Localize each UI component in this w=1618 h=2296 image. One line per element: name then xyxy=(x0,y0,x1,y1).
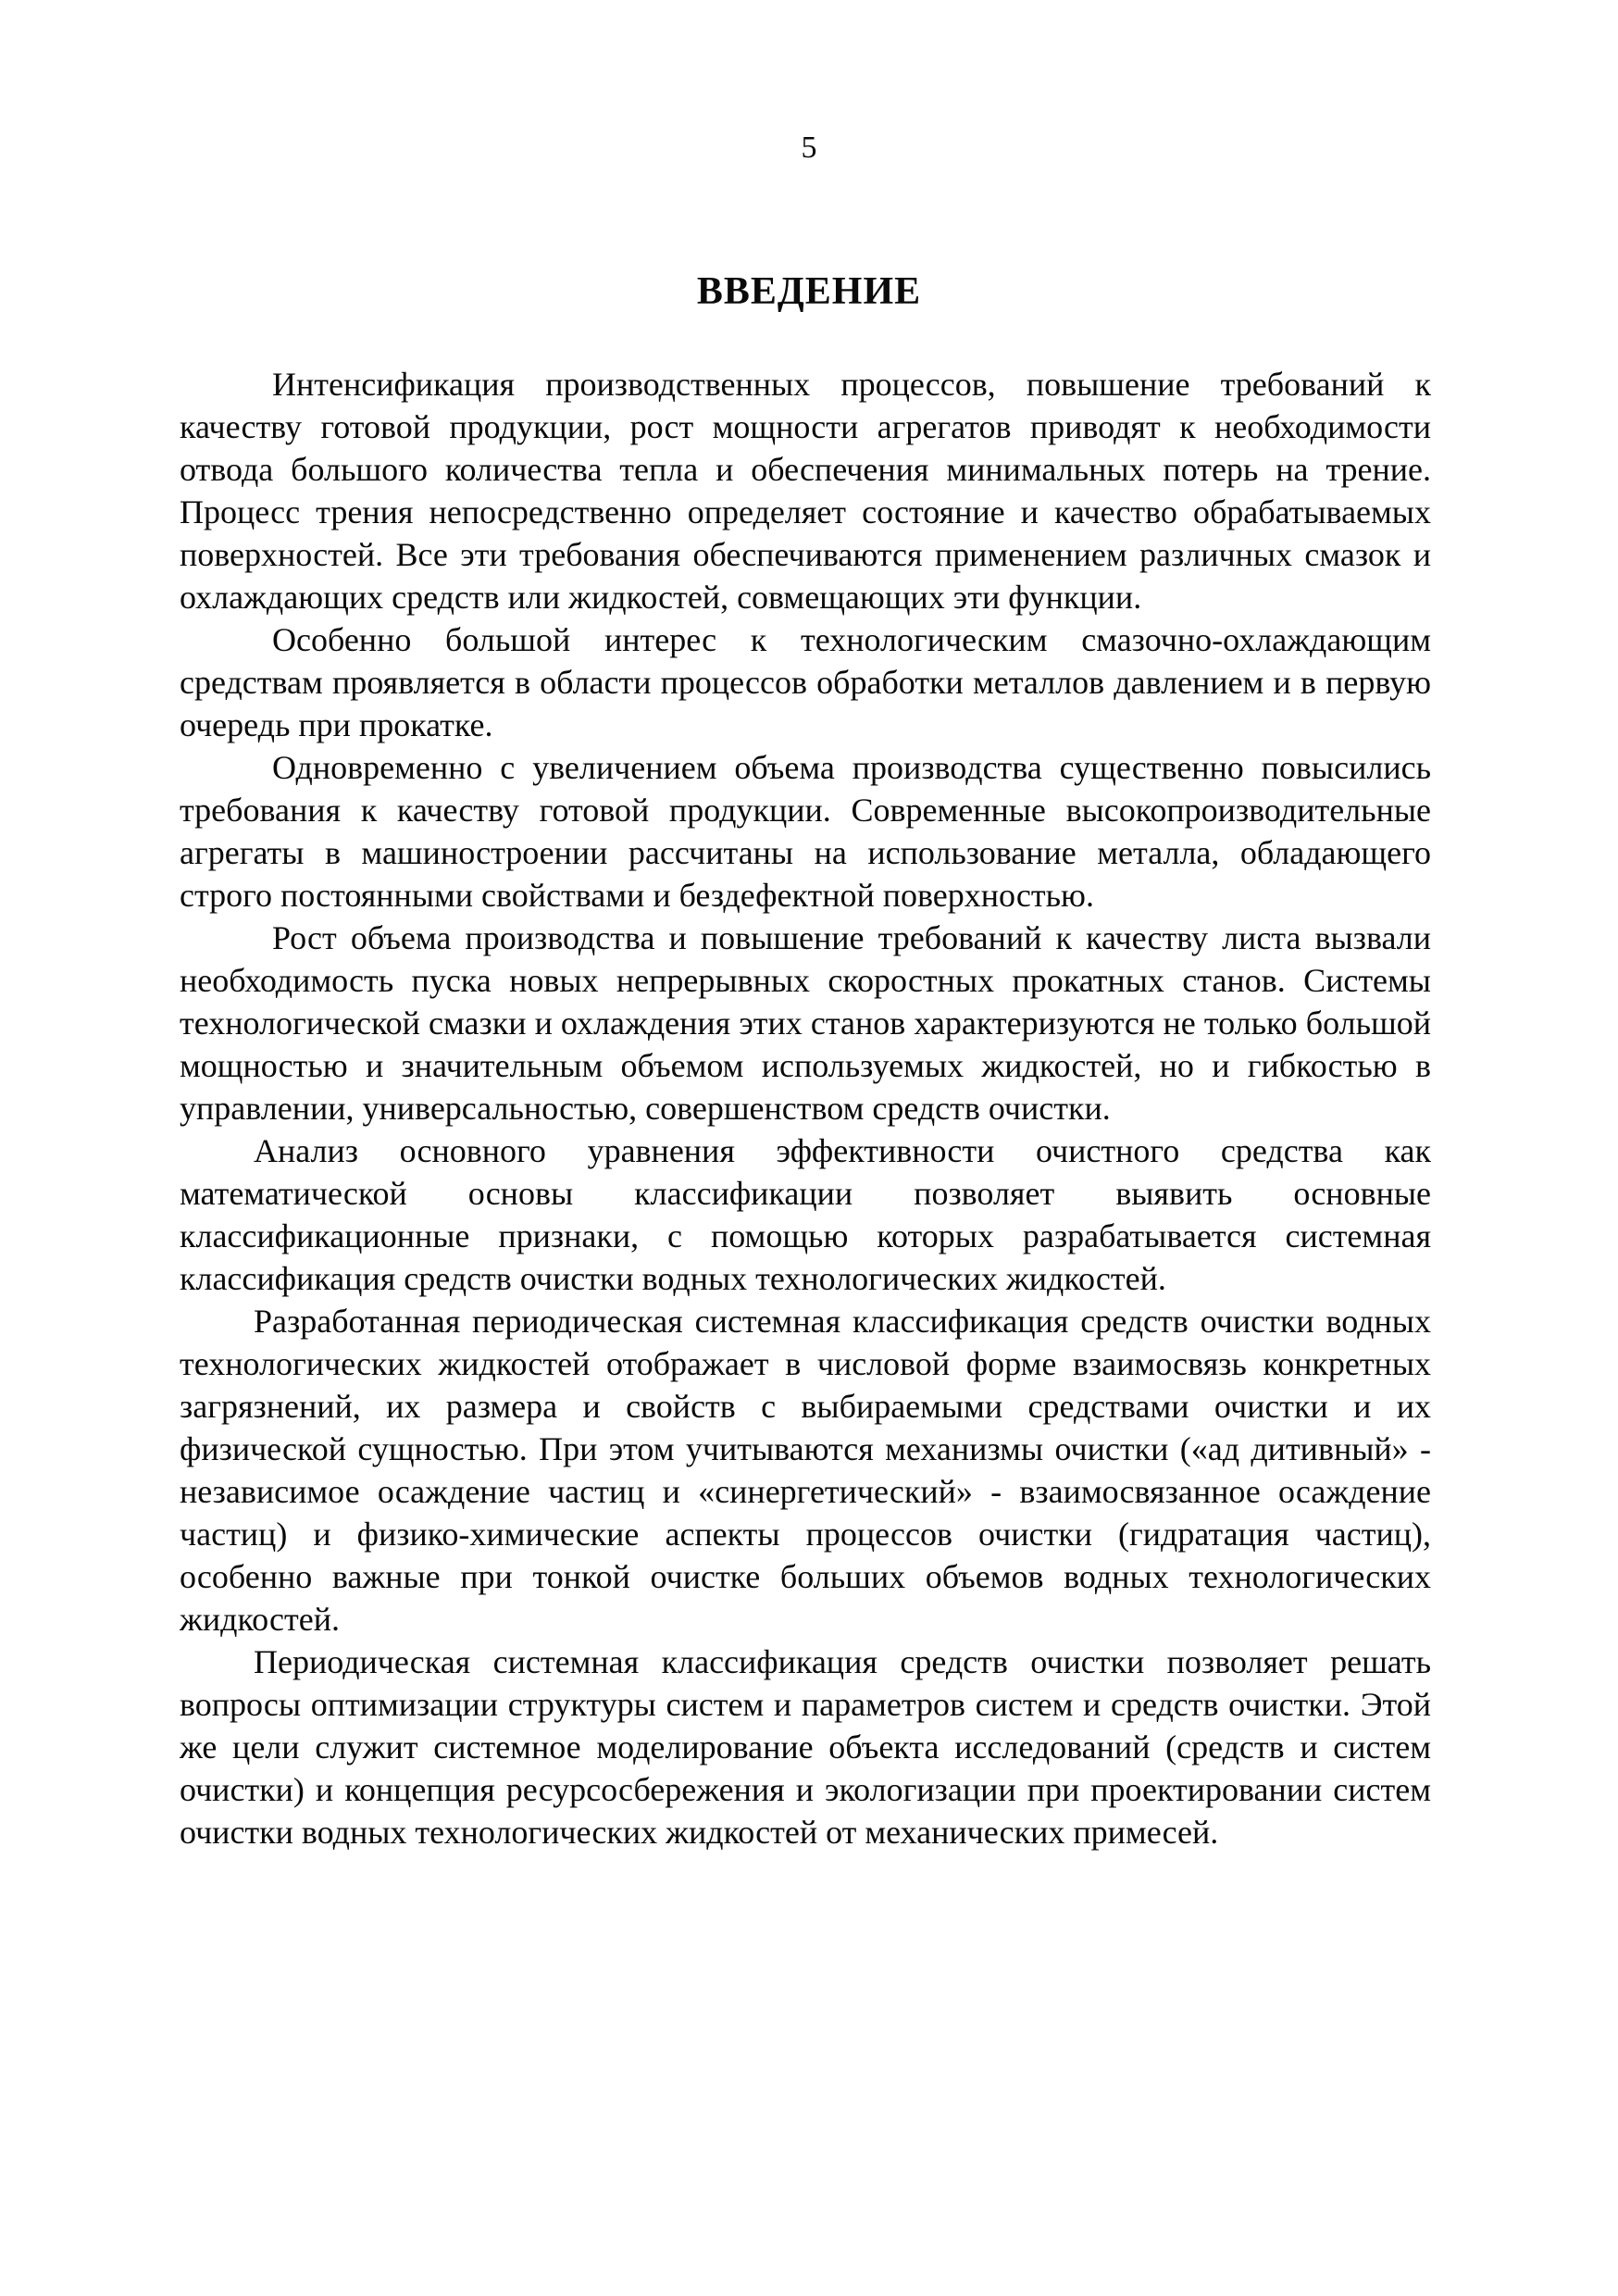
paragraph: Анализ основного уравнения эффективности очистного средства как математической основы классификации позволяет выявить основные классификационные признаки, с помощью которых разрабатывается системная классификация средств очистки водных технологических жидкостей. xyxy=(180,1132,1431,1297)
paragraph: Рост объема производства и повышение требований к качеству листа вызвали необходимость пуска новых непрерывных скоростных прокатных станов. Системы технологической смазки и охлаждения этих станов характеризуются не только большой мощностью и значительным объемом используемых жидкостей, но и гибкостью в управлении, универсальностью, совершенством средств очистки. xyxy=(180,919,1431,1127)
paragraph: Одновременно с увеличением объема производства существенно повысились требования к качеству готовой продукции. Современные высокопроизводительные агрегаты в машиностроении рассчитаны на использование металла, обладающего строго постоянными свойствами и бездефектной поверхностью. xyxy=(180,749,1431,914)
paragraph: Особенно большой интерес к технологическим смазочно-охлаждающим средствам проявляется в области процессов обработки металлов давлением и в первую очередь при прокатке. xyxy=(180,621,1431,743)
paragraph: Периодическая системная классификация средств очистки позволяет решать вопросы оптимизации структуры систем и параметров систем и средств очистки. Этой же цели служит системное моделирование объекта исследований (средств и систем очистки) и концепция ресурсосбережения и экологизации при проектировании систем очистки водных технологических жидкостей от механических примесей. xyxy=(180,1643,1431,1851)
page-number: 5 xyxy=(801,131,817,165)
page-title: ВВЕДЕНИЕ xyxy=(696,270,922,313)
paragraph: Разработанная периодическая системная классификация средств очистки водных технологических жидкостей отображает в числовой форме взаимосвязь конкретных загрязнений, их размера и свойств с выбираемыми средствами очистки и их физической сущностью. При этом учитываются механизмы очистки («ад дитивный» - независимое осаждение частиц и «синергетический» - взаимосвязанное осаждение частиц) и физико-химические аспекты процессов очистки (гидратация частиц), особенно важные при тонкой очистке больших объемов водных технологических жидкостей. xyxy=(180,1303,1431,1638)
paragraph: Интенсификация производственных процессов, повышение требований к качеству готовой продукции, рост мощности агрегатов приводят к необходимости отвода большого количества тепла и обеспечения минимальных потерь на трение. Процесс трения непосредственно определяет состояние и качество обрабатываемых поверхностей. Все эти требования обеспечиваются применением различных смазок и охлаждающих средств или жидкостей, совмещающих эти функции. xyxy=(180,366,1431,616)
body-text xyxy=(180,363,1431,1853)
